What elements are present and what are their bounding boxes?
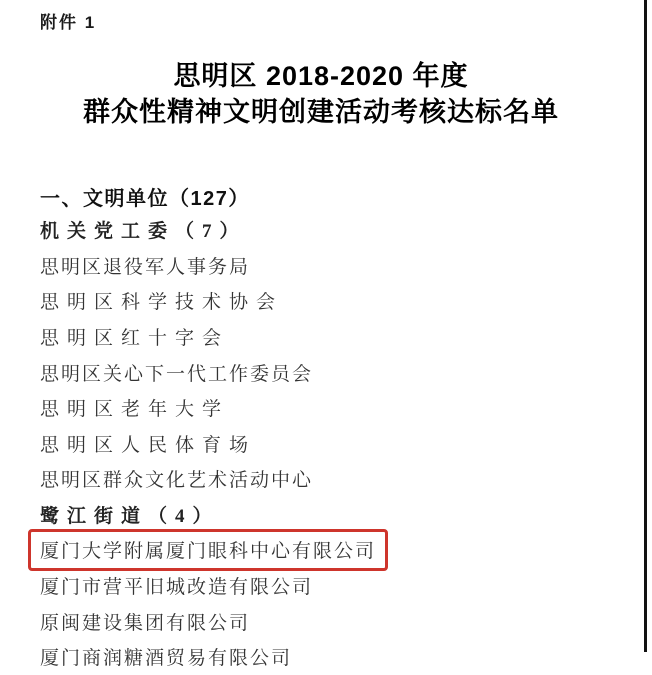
item-text: 思明区科学技术协会 [40,292,284,314]
list-item [40,604,388,640]
item-text: 思明区老年大学 [40,399,230,421]
list-item [40,390,388,426]
list-item [40,568,388,604]
highlighted-item: 厦门大学附属厦门眼科中心有限公司 [28,529,388,571]
title-line-2: 群众性精神文明创建活动考核达标名单 [83,97,559,127]
group-header: 机关党工委（7） [40,221,247,243]
list-item [40,426,388,462]
item-text: 思明区红十字会 [40,328,230,350]
item-text: 厦门市营平旧城改造有限公司 [40,577,314,599]
list-item [40,248,388,284]
item-text: 思明区人民体育场 [40,434,257,456]
list-item [40,283,388,319]
list-item [40,354,388,390]
group-header-row [40,212,388,248]
attachment-label: 附件 1 [40,13,97,32]
group-header-row [40,497,388,533]
list-item [40,319,388,355]
title-line-1: 思明区 2018-2020 年度 [173,61,469,91]
list-item [40,639,388,675]
item-text: 厦门商润糖酒贸易有限公司 [40,648,293,670]
document-title [0,58,642,130]
item-text: 思明区退役军人事务局 [40,256,251,278]
group-header: 鹭江街道（4） [40,506,220,528]
item-text: 原闽建设集团有限公司 [40,612,251,634]
item-text: 思明区关心下一代工作委员会 [40,363,314,385]
list-item [40,532,388,568]
page-edge-line [644,0,647,652]
section-header: 一、文明单位（127） [40,188,250,210]
unit-list [40,212,388,675]
list-item [40,461,388,497]
item-text: 思明区群众文化艺术活动中心 [40,470,314,492]
